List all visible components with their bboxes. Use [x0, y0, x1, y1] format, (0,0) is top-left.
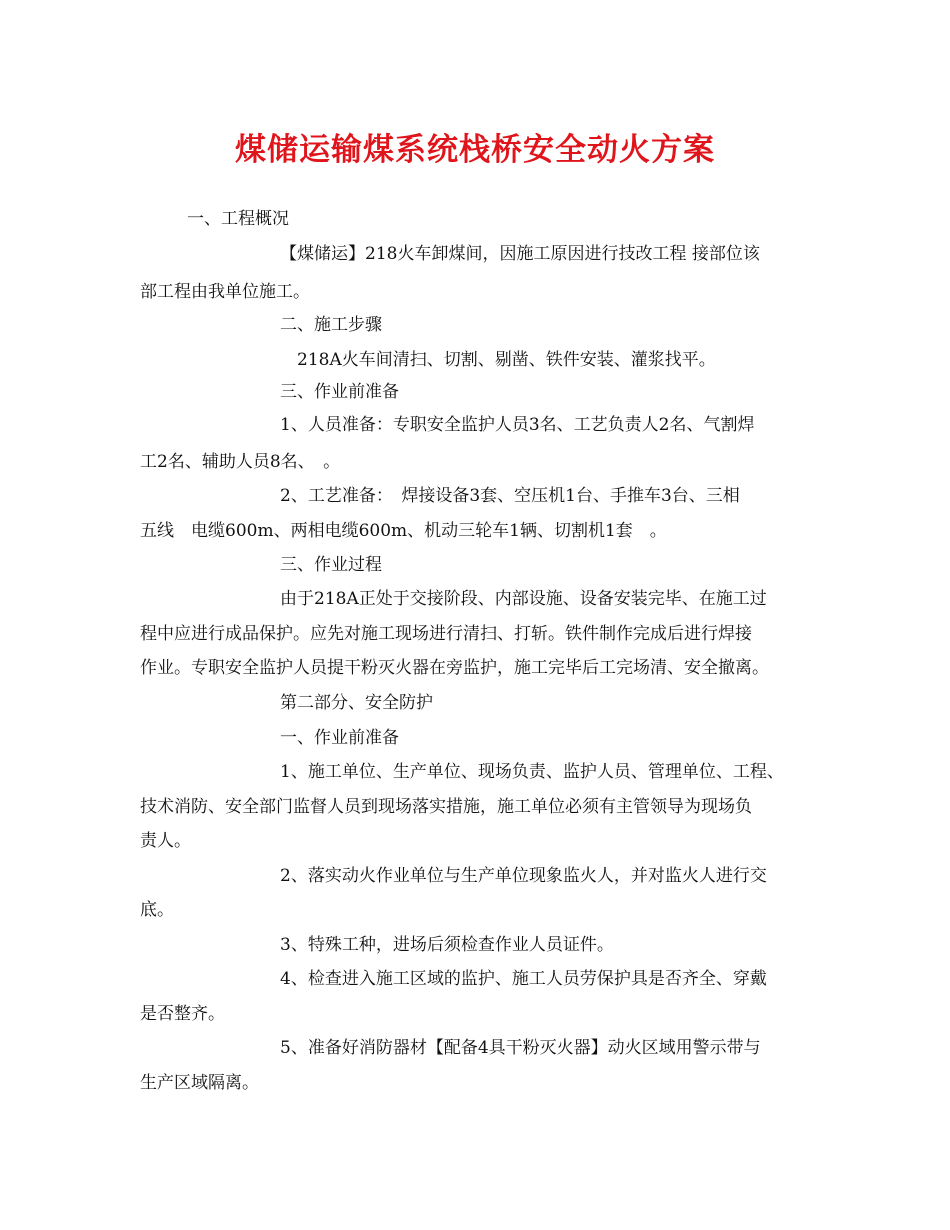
section-heading-part-two: 第二部分、安全防护	[280, 693, 433, 713]
paragraph-line: 是否整齐。	[140, 1004, 225, 1024]
section-heading-pre-work-prep: 三、作业前准备	[280, 382, 399, 402]
paragraph-line: 部工程由我单位施工。	[140, 282, 310, 302]
section-heading-construction-steps: 二、施工步骤	[280, 315, 382, 335]
paragraph-line: 2、工艺准备： 焊接设备3套、空压机1台、手推车3台、三相	[280, 486, 740, 506]
document-title: 煤储运输煤系统栈桥安全动火方案	[235, 132, 715, 168]
paragraph-line: 5、准备好消防器材【配备4具干粉灭火器】动火区域用警示带与	[280, 1038, 761, 1058]
paragraph-line: 1、施工单位、生产单位、现场负责、监护人员、管理单位、工程、	[280, 762, 784, 782]
paragraph-line: 3、特殊工种，进场后须检查作业人员证件。	[280, 935, 614, 955]
section-heading-project-overview: 一、工程概况	[187, 209, 289, 229]
paragraph-line: 作业。专职安全监护人员提干粉灭火器在旁监护，施工完毕后工完场清、安全撤离。	[140, 658, 769, 678]
paragraph-line: 1、人员准备：专职安全监护人员3名、工艺负责人2名、气割焊	[280, 415, 755, 435]
paragraph-line: 程中应进行成品保护。应先对施工现场进行清扫、打斩。铁件制作完成后进行焊接	[140, 624, 752, 644]
paragraph-line: 底。	[140, 900, 174, 920]
section-heading-pre-work-prep-2: 一、作业前准备	[280, 728, 399, 748]
paragraph-line: 技术消防、安全部门监督人员到现场落实措施，施工单位必须有主管领导为现场负	[140, 797, 752, 817]
paragraph-line: 4、检查进入施工区域的监护、施工人员劳保护具是否齐全、穿戴	[280, 969, 767, 989]
paragraph-line: 由于218A正处于交接阶段、内部设施、设备安装完毕、在施工过	[280, 589, 767, 609]
paragraph-line: 【煤储运】218火车卸煤间，因施工原因进行技改工程 接部位该	[280, 244, 760, 264]
paragraph-line: 责人。	[140, 831, 191, 851]
paragraph-line: 218A火车间清扫、切割、剔凿、铁件安装、灌浆找平。	[297, 350, 716, 370]
paragraph-line: 生产区域隔离。	[140, 1073, 259, 1093]
paragraph-line: 五线 电缆600m、两相电缆600m、机动三轮车1辆、切割机1套 。	[140, 521, 667, 541]
section-heading-work-process: 三、作业过程	[280, 555, 382, 575]
paragraph-line: 工2名、辅助人员8名、 。	[140, 452, 341, 472]
paragraph-line: 2、落实动火作业单位与生产单位现象监火人，并对监火人进行交	[280, 866, 767, 886]
